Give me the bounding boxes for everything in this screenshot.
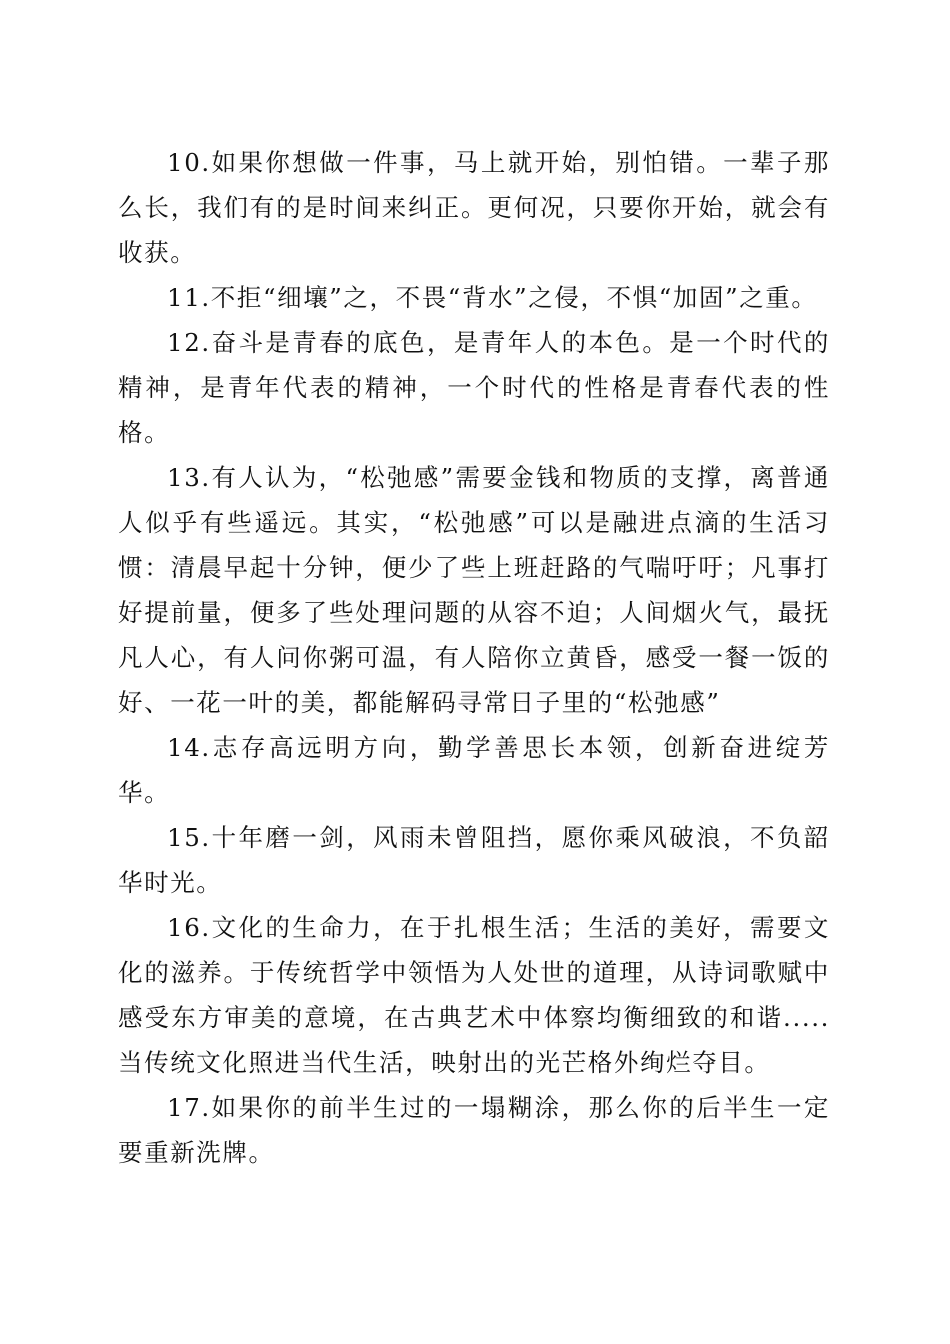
document-body [118,140,830,1175]
paragraph-17: 17.如果你的前半生过的一塌糊涂，那么你的后半生一定要重新洗牌。 [118,1093,830,1167]
paragraph-13: 13.有人认为，“松弛感”需要金钱和物质的支撑，离普通人似乎有些遥远。其实，“松弛感”可以是融进点滴的生活习惯：清晨早起十分钟，便少了些上班赶路的气喘吁吁；凡事打好提前量，便多了些处理问题的从容不迫；人间烟火气，最抚凡人心，有人问你粥可温，有人陪你立黄昏，感受一餐一饭的好、一花一叶的美，都能解码寻常日子里的“松弛感” [118,463,830,717]
paragraph-10: 10.如果你想做一件事，马上就开始，别怕错。一辈子那么长，我们有的是时间来纠正。更何况，只要你开始，就会有收获。 [118,148,830,267]
paragraph-14: 14.志存高远明方向，勤学善思长本领，创新奋进绽芳华。 [118,733,830,807]
paragraph-15: 15.十年磨一剑，风雨未曾阻挡，愿你乘风破浪，不负韶华时光。 [118,823,830,897]
paragraph-16: 16.文化的生命力，在于扎根生活；生活的美好，需要文化的滋养。于传统哲学中领悟为人处世的道理，从诗词歌赋中感受东方审美的意境，在古典艺术中体察均衡细致的和谐.....当传统文化照进当代生活，映射出的光芒格外绚烂夺目。 [118,913,830,1077]
paragraph-11: 11.不拒“细壤”之，不畏“背水”之侵，不惧“加固”之重。 [167,283,818,312]
paragraph-12: 12.奋斗是青春的底色，是青年人的本色。是一个时代的精神，是青年代表的精神，一个时代的性格是青春代表的性格。 [118,328,830,447]
